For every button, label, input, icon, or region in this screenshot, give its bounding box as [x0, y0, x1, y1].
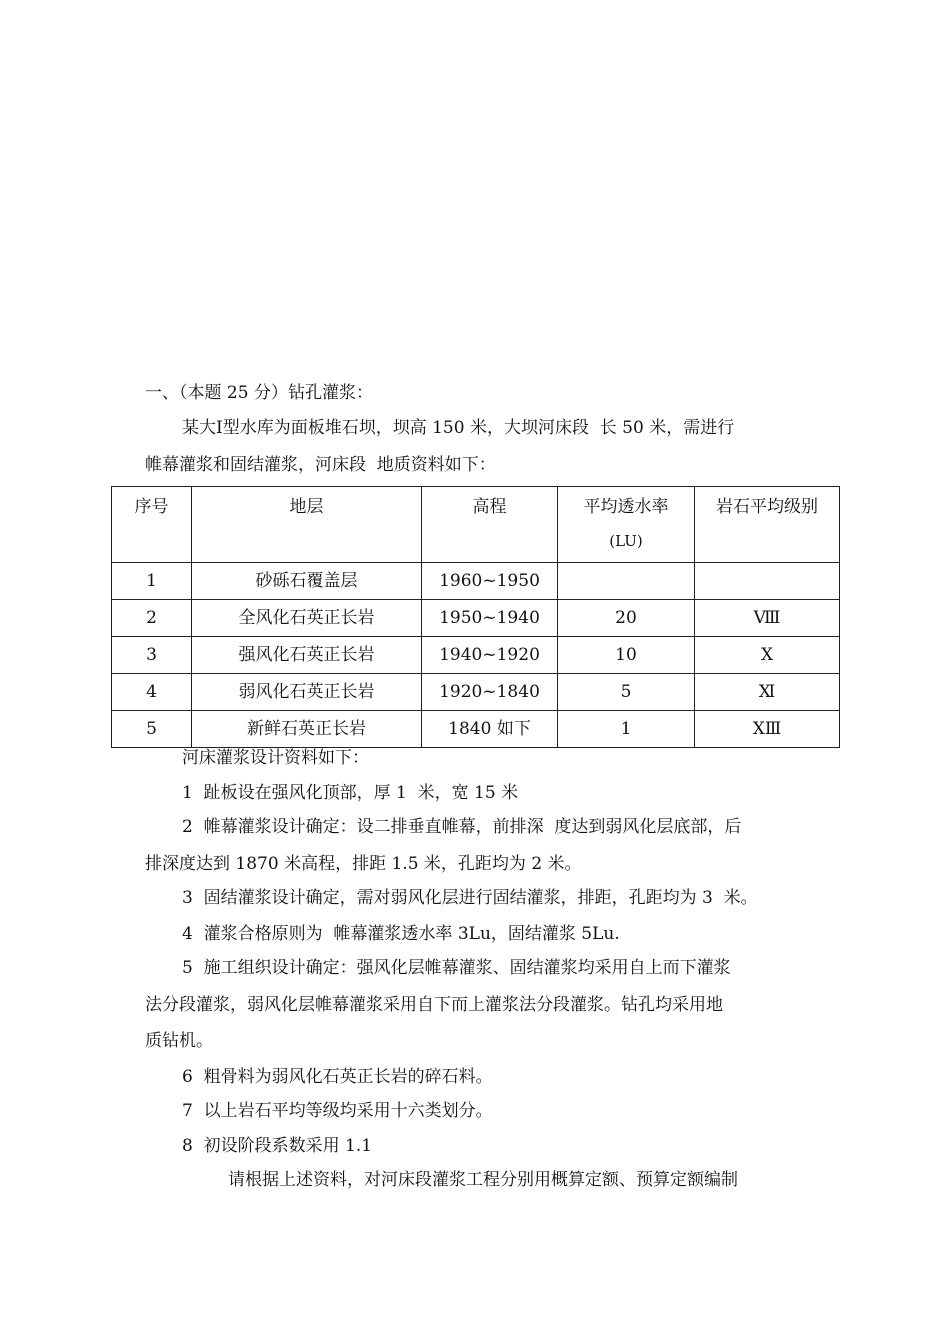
item-5-line-1: 5 施工组织设计确定：强风化层帷幕灌浆、固结灌浆均采用自上而下灌浆 [182, 958, 731, 978]
item-2-line-1: 2 帷幕灌浆设计确定：设二排垂直帷幕，前排深 度达到弱风化层底部，后 [182, 817, 742, 837]
cell-seq: 5 [112, 711, 192, 748]
item-3: 3 固结灌浆设计确定，需对弱风化层进行固结灌浆，排距，孔距均为 3 米。 [182, 888, 758, 908]
geology-table [111, 486, 840, 748]
cell-rock-grade: ⅩⅢ [695, 711, 840, 748]
table-row [112, 600, 840, 637]
cell-seq: 1 [112, 563, 192, 600]
cell-permeability: 5 [558, 674, 695, 711]
cell-permeability: 1 [558, 711, 695, 748]
cell-elevation: 1940~1920 [422, 637, 558, 674]
request-line: 请根据上述资料，对河床段灌浆工程分别用概算定额、预算定额编制 [228, 1170, 738, 1190]
item-4: 4 灌浆合格原则为 帷幕灌浆透水率 3Lu，固结灌浆 5Lu. [182, 924, 620, 944]
item-1: 1 趾板设在强风化顶部，厚 1 米，宽 15 米 [182, 783, 519, 803]
header-seq: 序号 [112, 487, 192, 563]
design-heading: 河床灌浆设计资料如下： [182, 748, 369, 768]
cell-permeability: 10 [558, 637, 695, 674]
header-permeability-label: 平均透水率 [583, 497, 669, 517]
header-elevation: 高程 [422, 487, 558, 563]
cell-elevation: 1920~1840 [422, 674, 558, 711]
cell-seq: 4 [112, 674, 192, 711]
cell-rock-grade: Ⅺ [695, 674, 840, 711]
cell-permeability [558, 563, 695, 600]
table-row [112, 674, 840, 711]
cell-elevation: 1960~1950 [422, 563, 558, 600]
header-rock-grade: 岩石平均级别 [695, 487, 840, 563]
item-5-line-2: 法分段灌浆，弱风化层帷幕灌浆采用自下而上灌浆法分段灌浆。钻孔均采用地 [145, 995, 723, 1015]
cell-seq: 2 [112, 600, 192, 637]
cell-rock-grade: Ⅷ [695, 600, 840, 637]
header-layer: 地层 [192, 487, 422, 563]
cell-rock-grade [695, 563, 840, 600]
table-row [112, 637, 840, 674]
item-6: 6 粗骨料为弱风化石英正长岩的碎石料。 [182, 1067, 493, 1087]
table-header-row [112, 487, 840, 563]
item-5-line-3: 质钻机。 [145, 1031, 213, 1051]
cell-layer: 强风化石英正长岩 [192, 637, 422, 674]
cell-rock-grade: Ⅹ [695, 637, 840, 674]
item-2-line-2: 排深度达到 1870 米高程，排距 1.5 米，孔距均为 2 米。 [145, 854, 582, 874]
item-7: 7 以上岩石平均等级均采用十六类划分。 [182, 1101, 493, 1121]
cell-seq: 3 [112, 637, 192, 674]
table-row [112, 711, 840, 748]
cell-layer: 新鲜石英正长岩 [192, 711, 422, 748]
table-row [112, 563, 840, 600]
cell-layer: 全风化石英正长岩 [192, 600, 422, 637]
cell-elevation: 1950~1940 [422, 600, 558, 637]
header-permeability-unit: (LU) [609, 532, 643, 550]
intro-line-1: 某大Ⅰ型水库为面板堆石坝，坝高 150 米，大坝河床段 长 50 米，需进行 [182, 418, 735, 438]
cell-permeability: 20 [558, 600, 695, 637]
cell-layer: 砂砾石覆盖层 [192, 563, 422, 600]
header-permeability [558, 487, 695, 563]
section-title: 一、（本题 25 分）钻孔灌浆： [145, 383, 373, 403]
cell-elevation: 1840 如下 [422, 711, 558, 748]
intro-line-2: 帷幕灌浆和固结灌浆，河床段 地质资料如下： [145, 455, 496, 475]
item-8: 8 初设阶段系数采用 1.1 [182, 1136, 373, 1156]
cell-layer: 弱风化石英正长岩 [192, 674, 422, 711]
